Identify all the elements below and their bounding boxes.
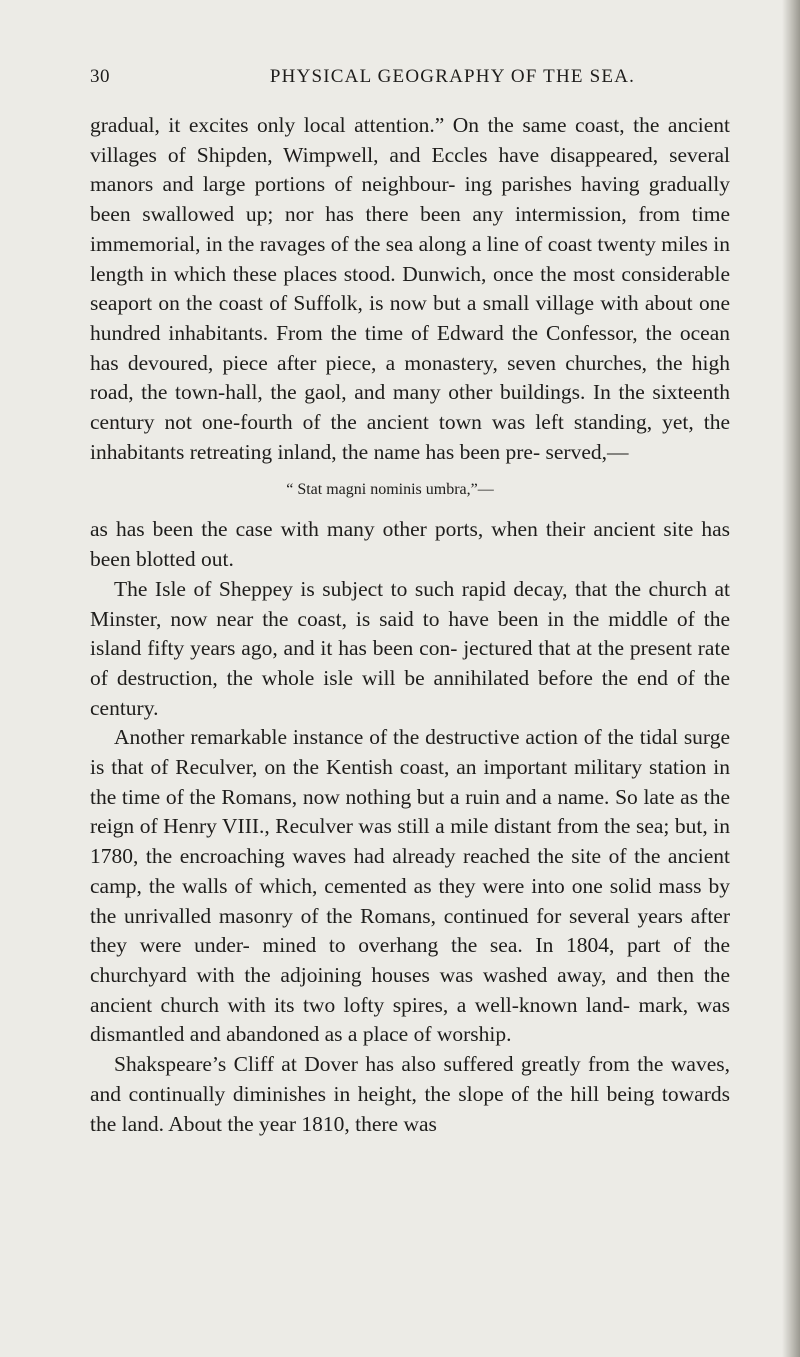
page-number: 30: [90, 66, 110, 87]
paragraph-continuation: as has been the case with many other ports, when their ancient site has been blotted out.: [90, 517, 730, 572]
page-edge-shadow: [782, 0, 800, 1357]
paragraph-dunwich: gradual, it excites only local attention.” On the same coast, the ancient villages of Shipden, Wimpwell, and Eccles have disappeared, several manors and large portions of neighbour- ing parishes having gradually been swallowed up; nor has there been any intermission, from time immemorial, in the ravages of the sea along a line of coast twenty miles in length in which these places stood. Dunwich, once the most considerable seaport on the coast of Suffolk, is now but a small village with about one hundred inhabitants. From the time of Edward the Confessor, the ocean has devoured, piece after piece, a monastery, seven churches, the high road, the town-hall, the gaol, and many other buildings. In the sixteenth century not one-fourth of the ancient town was left standing, yet, the inhabitants retreating inland, the name has been pre- served,—: [90, 113, 730, 464]
paragraph-reculver: Another remarkable instance of the destructive action of the tidal surge is that of Reculver, on the Kentish coast, an important military station in the time of the Romans, now nothing but a ruin and a name. So late as the reign of Henry VIII., Reculver was still a mile distant from the sea; but, in 1780, the encroaching waves had already reached the site of the ancient camp, the walls of which, cemented as they were into one solid mass by the unrivalled masonry of the Romans, continued for several years after they were under- mined to overhang the sea. In 1804, part of the churchyard with the adjoining houses was washed away, and then the ancient church with its two lofty spires, a well-known land- mark, was dismantled and abandoned as a place of worship.: [90, 725, 730, 1047]
latin-quotation: “ Stat magni nominis umbra,”—: [286, 481, 494, 499]
paragraph-sheppey: The Isle of Sheppey is subject to such rapid decay, that the church at Minster, now near the coast, is said to have been in the middle of the island fifty years ago, and it has been con- jectured that at the present rate of destruction, the whole isle will be annihilated before the end of the century.: [90, 576, 730, 720]
paragraph-shakspeares-cliff: Shakspeare’s Cliff at Dover has also suffered greatly from the waves, and continually diminishes in height, the slope of the hill being towards the land. About the year 1810, there was: [90, 1052, 730, 1136]
running-title: PHYSICAL GEOGRAPHY OF THE SEA.: [269, 66, 636, 87]
body-text: [90, 111, 730, 1139]
page-header: [90, 66, 730, 94]
